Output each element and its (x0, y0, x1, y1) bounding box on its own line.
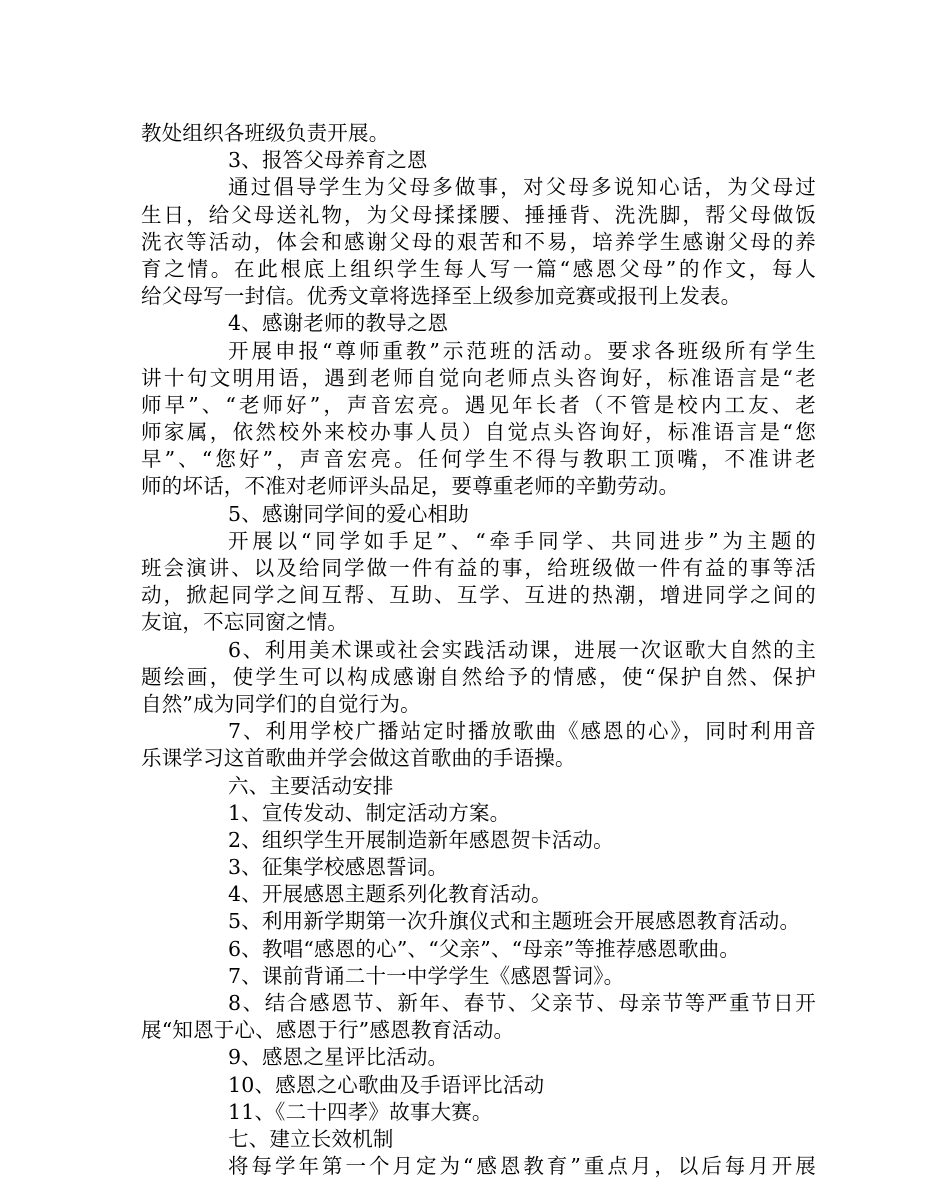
text-line: 开展以“同学如手足”、“牵手同学、共同进步”为主题的 (228, 528, 816, 553)
text-line: 2、组织学生开展制造新年感恩贺卡活动。 (228, 827, 614, 852)
text-line: 七、建立长效机制 (228, 1126, 394, 1151)
text-line: 题绘画，使学生可以构成感谢自然给予的情感，使“保护自然、保护 (141, 664, 816, 689)
text-line: 5、感谢同学间的爱心相助 (228, 501, 469, 526)
text-line: 3、报答父母养育之恩 (228, 148, 428, 173)
text-line: 4、感谢老师的教导之恩 (228, 311, 449, 336)
text-line: 3、征集学校感恩誓词。 (228, 855, 449, 880)
document-body (141, 120, 816, 1180)
text-line: 开展申报“尊师重教”示范班的活动。要求各班级所有学生 (228, 338, 816, 363)
text-line: 将每学年第一个月定为“感恩教育”重点月，以后每月开展 (228, 1154, 816, 1179)
text-line: 5、利用新学期第一次升旗仪式和主题班会开展感恩教育活动。 (228, 909, 801, 934)
text-line: 早”、“您好”，声音宏亮。任何学生不得与教职工顶嘴，不准讲老 (141, 447, 816, 472)
text-line: 10、感恩之心歌曲及手语评比活动 (228, 1072, 545, 1097)
text-line: 动，掀起同学之间互帮、互助、互学、互进的热潮，增进同学之间的 (141, 583, 816, 608)
text-line: 通过倡导学生为父母多做事，对父母多说知心话，为父母过 (228, 175, 816, 200)
text-line: 育之情。在此根底上组织学生每人写一篇“感恩父母”的作文，每人 (141, 256, 816, 281)
text-line: 4、开展感恩主题系列化教育活动。 (228, 882, 552, 907)
text-line: 6、教唱“感恩的心”、“父亲”、“母亲”等推荐感恩歌曲。 (228, 936, 741, 961)
text-line: 7、利用学校广播站定时播放歌曲《感恩的心》，同时利用音 (228, 719, 816, 744)
text-line: 师的坏话，不准对老师评头品足，要尊重老师的辛勤劳动。 (141, 474, 680, 499)
text-line: 9、感恩之星评比活动。 (228, 1045, 449, 1070)
text-line: 11、《二十四孝》故事大赛。 (228, 1099, 493, 1124)
text-line: 讲十句文明用语，遇到老师自觉向老师点头咨询好，标准语言是“老 (141, 365, 816, 390)
text-line: 生日，给父母送礼物，为父母揉揉腰、捶捶背、洗洗脚，帮父母做饭 (141, 202, 816, 227)
text-line: 1、宣传发动、制定活动方案。 (228, 800, 511, 825)
text-line: 6、利用美术课或社会实践活动课，进展一次讴歌大自然的主 (228, 637, 816, 662)
text-line: 洗衣等活动，体会和感谢父母的艰苦和不易，培养学生感谢父母的养 (141, 229, 816, 254)
text-line: 给父母写一封信。优秀文章将选择至上级参加竞赛或报刊上发表。 (141, 284, 742, 309)
text-line: 7、课前背诵二十一中学学生《感恩誓词》。 (228, 963, 625, 988)
text-line: 8、结合感恩节、新年、春节、父亲节、母亲节等严重节日开 (228, 991, 816, 1015)
text-line: 教处组织各班级负责开展。 (141, 121, 390, 145)
text-line: 乐课学习这首歌曲并学会做这首歌曲的手语操。 (141, 746, 576, 771)
text-line: 师家属，依然校外来校办事人员）自觉点头咨询好，标准语言是“您 (141, 420, 816, 445)
text-line: 友谊，不忘同窗之情。 (141, 610, 348, 635)
text-line: 展“知恩于心、感恩于行”感恩教育活动。 (141, 1018, 515, 1043)
text-line: 六、主要活动安排 (228, 773, 394, 798)
text-line: 自然”成为同学们的自觉行为。 (141, 691, 421, 716)
text-line: 班会演讲、以及给同学做一件有益的事，给班级做一件有益的事等活 (141, 556, 816, 580)
text-line: 师早”、“老师好”，声音宏亮。遇见年长者（不管是校内工友、老 (141, 392, 816, 417)
